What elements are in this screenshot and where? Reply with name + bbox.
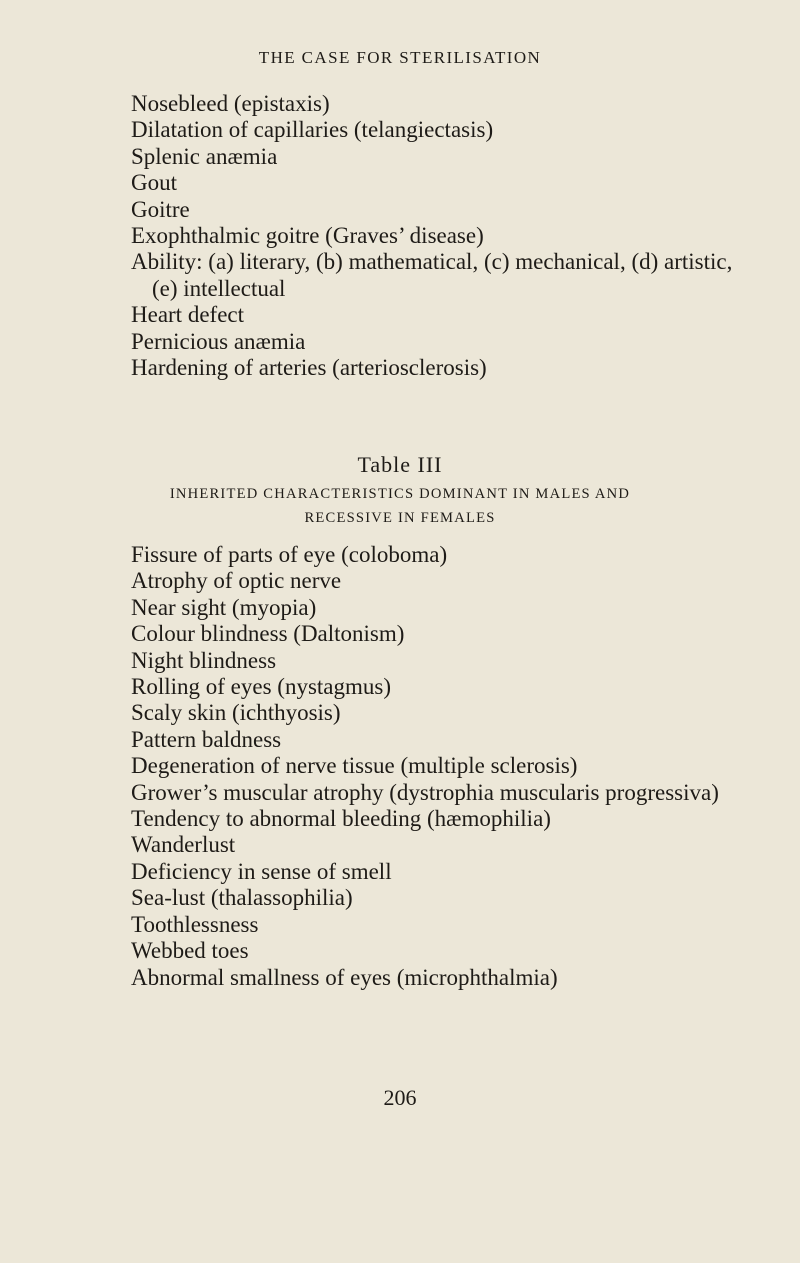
list-item: Night blindness xyxy=(131,647,277,673)
list-item: Colour blindness (Daltonism) xyxy=(131,621,405,647)
list-item: Heart defect xyxy=(131,302,245,328)
list-item: Gout xyxy=(131,170,177,196)
list-item: Goitre xyxy=(131,196,190,222)
page-number: 206 xyxy=(383,1085,417,1110)
list-item: Toothlessness xyxy=(131,911,259,937)
list-item: Tendency to abnormal bleeding (hæmophilia) xyxy=(131,806,551,832)
list-item: Wanderlust xyxy=(131,832,236,858)
list-item: Atrophy of optic nerve xyxy=(131,568,342,594)
list-item: Pattern baldness xyxy=(131,726,282,752)
list-item: Hardening of arteries (arteriosclerosis) xyxy=(131,355,487,381)
table-heading xyxy=(0,452,800,478)
list-item-continuation: (e) intellectual xyxy=(152,275,286,301)
table-subtitle xyxy=(0,482,800,530)
list-item: Near sight (myopia) xyxy=(131,594,317,620)
table-iii-list xyxy=(131,542,719,991)
list-item: Dilatation of capillaries (telangiectasis) xyxy=(131,117,494,143)
running-head: THE CASE FOR STERILISATION xyxy=(258,48,542,67)
list-item: Webbed toes xyxy=(131,938,249,964)
list-item: Splenic anæmia xyxy=(131,143,278,169)
list-item: Exophthalmic goitre (Graves’ disease) xyxy=(131,223,484,249)
list-item: Rolling of eyes (nystagmus) xyxy=(131,674,391,700)
list-item: Fissure of parts of eye (coloboma) xyxy=(131,542,448,567)
list-item: Grower’s muscular atrophy (dystrophia muscularis progressiva) xyxy=(131,779,719,805)
list-item: Abnormal smallness of eyes (microphthalmia) xyxy=(131,964,558,990)
dominant-characteristics-list xyxy=(131,91,732,381)
list-item: Nosebleed (epistaxis) xyxy=(131,91,330,116)
table-heading-numeral: III xyxy=(417,452,443,477)
list-item: Scaly skin (ichthyosis) xyxy=(131,700,341,726)
list-item: Degeneration of nerve tissue (multiple sclerosis) xyxy=(131,753,578,779)
table-subtitle-line: RECESSIVE IN FEMALES xyxy=(304,510,496,526)
list-item: Deficiency in sense of smell xyxy=(131,858,392,884)
table-subtitle-line: INHERITED CHARACTERISTICS DOMINANT IN MALES AND xyxy=(169,486,631,502)
list-item: Sea-lust (thalassophilia) xyxy=(131,885,353,911)
list-item: Ability: (a) literary, (b) mathematical, (c) mechanical, (d) artistic, xyxy=(131,249,733,275)
list-item: Pernicious anæmia xyxy=(131,328,306,354)
table-heading-word: Table xyxy=(357,452,412,477)
